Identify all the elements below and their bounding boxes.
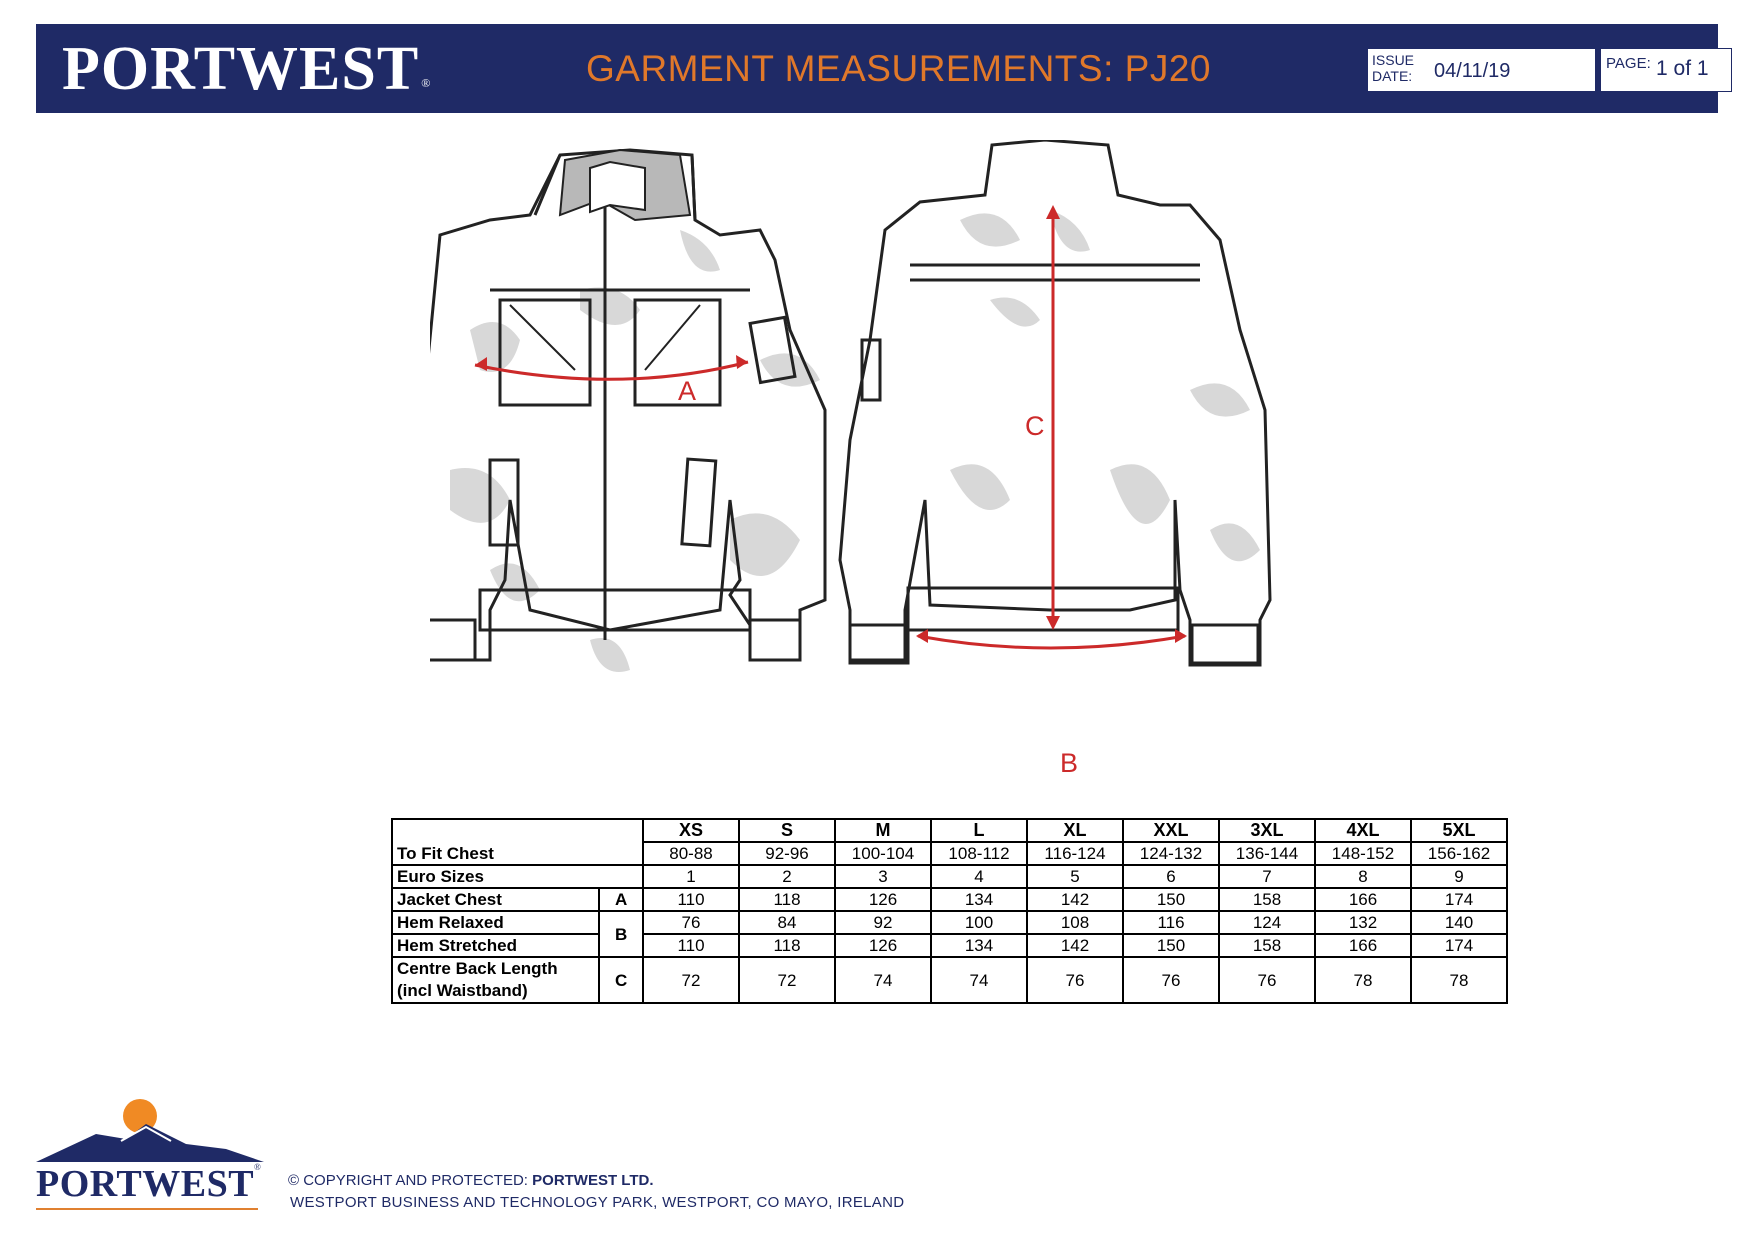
table-cell: 156-162 bbox=[1411, 842, 1507, 865]
table-cell: 7 bbox=[1219, 865, 1315, 888]
table-cell: 166 bbox=[1315, 888, 1411, 911]
table-row bbox=[392, 957, 1507, 1003]
label-b: B bbox=[1060, 748, 1079, 778]
table-cell: 134 bbox=[931, 934, 1027, 957]
table-cell: 2 bbox=[739, 865, 835, 888]
row-label: Centre Back Length (incl Waistband) bbox=[392, 957, 599, 1003]
table-cell: 110 bbox=[643, 888, 739, 911]
row-label: Euro Sizes bbox=[392, 865, 643, 888]
table-row bbox=[392, 865, 1507, 888]
table-cell: 150 bbox=[1123, 934, 1219, 957]
table-cell: 126 bbox=[835, 888, 931, 911]
table-cell: 92-96 bbox=[739, 842, 835, 865]
size-header: M bbox=[835, 819, 931, 842]
table-cell: 72 bbox=[643, 957, 739, 1003]
table-cell: 100-104 bbox=[835, 842, 931, 865]
measure-code: A bbox=[599, 888, 643, 911]
collar-inner bbox=[590, 162, 645, 212]
registered-mark: ® bbox=[421, 76, 432, 90]
row-label: Hem Relaxed bbox=[392, 911, 599, 934]
table-cell: 78 bbox=[1411, 957, 1507, 1003]
table-cell: 100 bbox=[931, 911, 1027, 934]
table-cell: 118 bbox=[739, 934, 835, 957]
page-label: PAGE: bbox=[1606, 55, 1651, 72]
garment-diagram bbox=[430, 140, 1430, 780]
table-cell: 158 bbox=[1219, 934, 1315, 957]
page-number-box bbox=[1600, 48, 1732, 92]
footer-logo-mountain bbox=[36, 1094, 266, 1164]
camo-pattern-front bbox=[450, 230, 820, 672]
issue-date-value: 04/11/19 bbox=[1434, 60, 1511, 82]
brand-name: PORTWEST bbox=[62, 35, 420, 103]
table-cell: 132 bbox=[1315, 911, 1411, 934]
size-header: 5XL bbox=[1411, 819, 1507, 842]
table-cell: 142 bbox=[1027, 888, 1123, 911]
size-header: 4XL bbox=[1315, 819, 1411, 842]
footer-registered-mark: ® bbox=[254, 1162, 262, 1172]
label-c: C bbox=[1025, 411, 1045, 441]
table-cell: 174 bbox=[1411, 888, 1507, 911]
arrow-c bbox=[1025, 205, 1060, 630]
footer-divider bbox=[36, 1208, 258, 1210]
table-cell: 4 bbox=[931, 865, 1027, 888]
table-cell: 118 bbox=[739, 888, 835, 911]
measure-code: C bbox=[599, 957, 643, 1003]
table-row bbox=[392, 911, 1507, 934]
table-cell: 124-132 bbox=[1123, 842, 1219, 865]
arrow-a bbox=[475, 355, 748, 406]
table-cell: 5 bbox=[1027, 865, 1123, 888]
arrow-b bbox=[916, 629, 1187, 778]
footer-brand-name: PORTWEST bbox=[36, 1163, 255, 1205]
table-cell: 92 bbox=[835, 911, 931, 934]
table-cell: 116-124 bbox=[1027, 842, 1123, 865]
table-cell: 74 bbox=[835, 957, 931, 1003]
table-cell: 148-152 bbox=[1315, 842, 1411, 865]
size-header: XXL bbox=[1123, 819, 1219, 842]
measure-code: B bbox=[599, 911, 643, 957]
label-a: A bbox=[678, 376, 697, 406]
size-header: L bbox=[931, 819, 1027, 842]
page-title: GARMENT MEASUREMENTS: PJ20 bbox=[586, 48, 1211, 89]
table-header-row bbox=[392, 819, 1507, 842]
row-label: To Fit Chest bbox=[392, 842, 643, 865]
table-row bbox=[392, 842, 1507, 865]
size-header: 3XL bbox=[1219, 819, 1315, 842]
table-cell: 80-88 bbox=[643, 842, 739, 865]
brand-logo bbox=[62, 34, 432, 120]
measurement-table bbox=[391, 818, 1508, 1004]
table-cell: 1 bbox=[643, 865, 739, 888]
row-label: Jacket Chest bbox=[392, 888, 599, 911]
issue-date-label: ISSUE DATE: bbox=[1372, 52, 1415, 84]
table-cell: 124 bbox=[1219, 911, 1315, 934]
table-cell: 84 bbox=[739, 911, 835, 934]
table-cell: 134 bbox=[931, 888, 1027, 911]
table-cell: 110 bbox=[643, 934, 739, 957]
front-jacket bbox=[430, 150, 825, 660]
table-cell: 9 bbox=[1411, 865, 1507, 888]
table-cell: 116 bbox=[1123, 911, 1219, 934]
table-cell: 108-112 bbox=[931, 842, 1027, 865]
table-cell: 174 bbox=[1411, 934, 1507, 957]
size-header: S bbox=[739, 819, 835, 842]
table-cell: 76 bbox=[643, 911, 739, 934]
table-cell: 74 bbox=[931, 957, 1027, 1003]
row-label: Hem Stretched bbox=[392, 934, 599, 957]
table-cell: 136-144 bbox=[1219, 842, 1315, 865]
address-text: WESTPORT BUSINESS AND TECHNOLOGY PARK, WESTPORT, CO MAYO, IRELAND bbox=[290, 1194, 905, 1211]
table-cell: 78 bbox=[1315, 957, 1411, 1003]
table-cell: 72 bbox=[739, 957, 835, 1003]
table-row bbox=[392, 888, 1507, 911]
table-cell: 76 bbox=[1219, 957, 1315, 1003]
camo-pattern-back bbox=[950, 210, 1260, 561]
table-row bbox=[392, 934, 1507, 957]
header-bar bbox=[36, 24, 1718, 113]
table-cell: 6 bbox=[1123, 865, 1219, 888]
issue-date-box bbox=[1367, 48, 1596, 92]
table-cell: 108 bbox=[1027, 911, 1123, 934]
size-header: XS bbox=[643, 819, 739, 842]
table-corner bbox=[392, 819, 643, 842]
table-cell: 76 bbox=[1123, 957, 1219, 1003]
page-value: 1 of 1 bbox=[1656, 57, 1709, 80]
table-cell: 76 bbox=[1027, 957, 1123, 1003]
table-cell: 166 bbox=[1315, 934, 1411, 957]
table-cell: 8 bbox=[1315, 865, 1411, 888]
table-cell: 150 bbox=[1123, 888, 1219, 911]
size-header: XL bbox=[1027, 819, 1123, 842]
table-cell: 140 bbox=[1411, 911, 1507, 934]
table-cell: 3 bbox=[835, 865, 931, 888]
table-cell: 158 bbox=[1219, 888, 1315, 911]
table-cell: 126 bbox=[835, 934, 931, 957]
footer-brand bbox=[36, 1162, 261, 1206]
table-cell: 142 bbox=[1027, 934, 1123, 957]
copyright-text: © COPYRIGHT AND PROTECTED: PORTWEST LTD. bbox=[288, 1172, 654, 1189]
